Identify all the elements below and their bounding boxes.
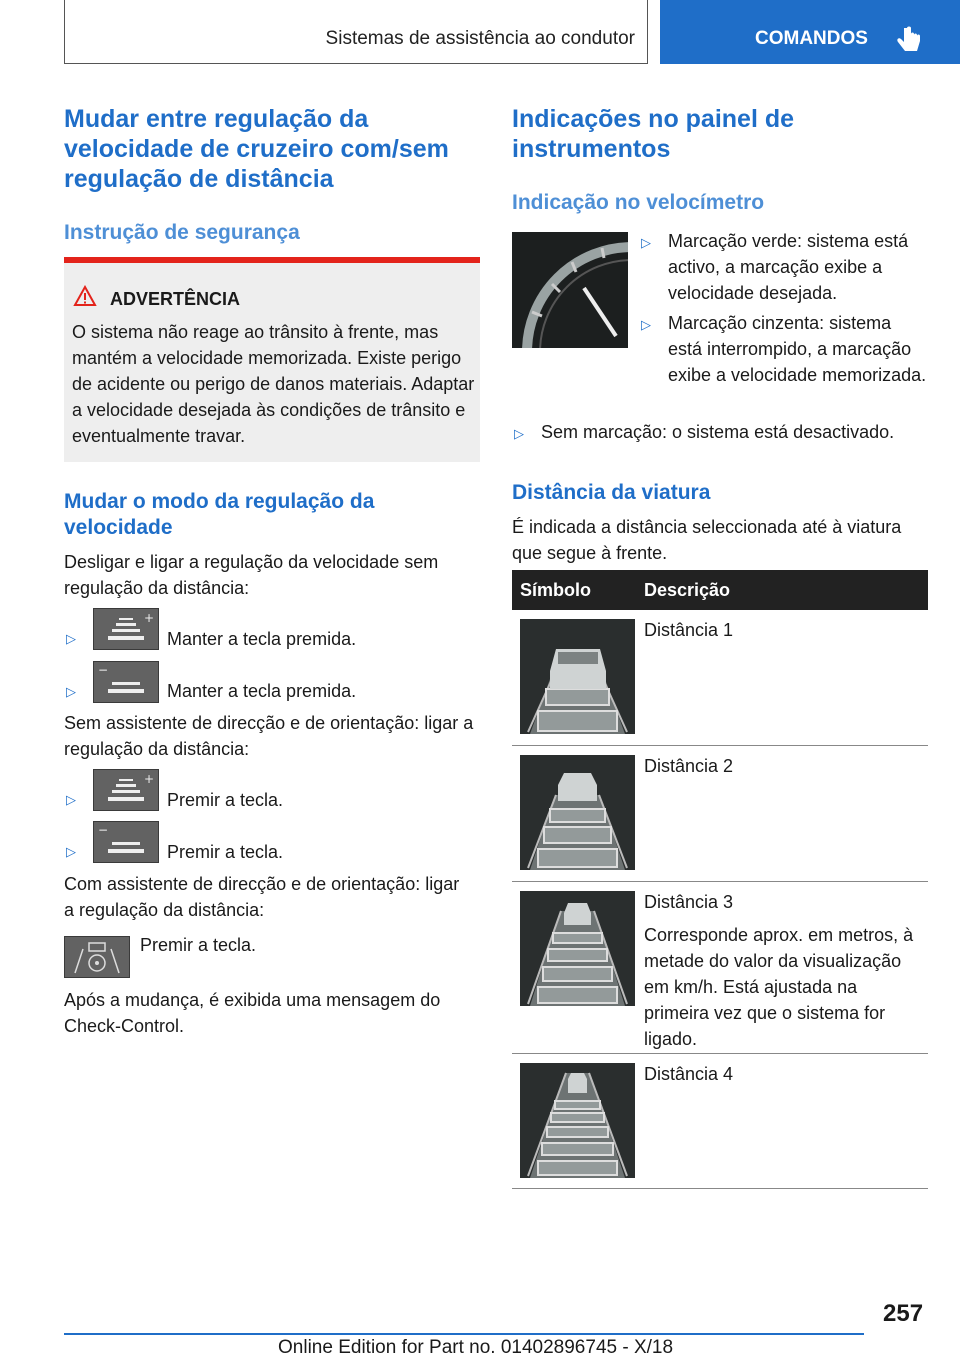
distance-1-image <box>520 619 635 734</box>
item-hold-button-2: Manter a tecla premida. <box>167 681 357 701</box>
distance-4-image <box>520 1063 635 1178</box>
bullet-triangle-icon: ▷ <box>66 684 76 699</box>
distance-3-note: Corresponde aprox. em metros, à metade do valor da visualização em km/h. Está ajustada na primeira vez que o sistema for ligado. <box>644 925 914 1049</box>
distance-2-label: Distância 2 <box>644 756 734 776</box>
mode-heading: Mudar o modo da regulação da velocidade <box>64 490 375 539</box>
distance-plus-button-image <box>93 608 159 650</box>
bullet-triangle-icon: ▷ <box>66 792 76 807</box>
chapter-label: COMANDOS <box>755 28 868 49</box>
header-section-box <box>64 0 648 64</box>
bullet-grey-marking: Marcação cinzenta: sistema está interrompido, a marcação exibe a velocidade memorizada. <box>668 313 927 385</box>
distance-2-image <box>520 755 635 870</box>
table-row-divider <box>512 1053 928 1054</box>
steering-assistant-button-image <box>64 936 130 978</box>
chapter-tab[interactable] <box>660 0 960 64</box>
col-symbol: Símbolo <box>520 580 591 600</box>
table-row-divider <box>512 881 928 882</box>
warning-triangle-icon <box>73 285 97 307</box>
svg-text:−: − <box>98 823 109 837</box>
svg-text:+: + <box>144 611 155 625</box>
item-hold-button-1: Manter a tecla premida. <box>167 629 357 649</box>
intro-without-assistant: Sem assistente de direcção e de orientação: ligar a regulação da distância: <box>64 713 474 759</box>
distance-4-label: Distância 4 <box>644 1064 734 1084</box>
page-number: 257 <box>883 1300 924 1327</box>
intro-with-assistant: Com assistente de direcção e de orientação: ligar a regulação da distância: <box>64 874 460 920</box>
item-press-button-2: Premir a tecla. <box>167 842 284 862</box>
safety-heading: Instrução de segurança <box>64 221 300 244</box>
bullet-triangle-icon: ▷ <box>514 426 524 441</box>
edition-footer: Online Edition for Part no. 01402896745 - X/18 <box>278 1337 674 1358</box>
col-description: Descrição <box>644 580 731 600</box>
distance-3-image <box>520 891 635 1006</box>
speedometer-heading: Indicação no velocímetro <box>512 191 765 214</box>
hand-pointer-icon <box>896 26 922 56</box>
bullet-triangle-icon: ▷ <box>66 844 76 859</box>
table-row-divider <box>512 745 928 746</box>
distance-heading: Distância da viatura <box>512 481 711 504</box>
bullet-triangle-icon: ▷ <box>641 235 651 250</box>
section-heading-instruments: Indicações no painel de instrumentos <box>512 105 795 163</box>
section-title: Sistemas de assistência ao condutor <box>325 28 635 49</box>
outro-check-control: Após a mudança, é exibida uma mensagem do Check-Control. <box>64 990 441 1036</box>
warning-box <box>64 257 480 462</box>
section-heading-switch: Mudar entre regulação da velocidade de cruzeiro com/sem regulação de distância <box>64 105 449 193</box>
bullet-no-marking: Sem marcação: o sistema está desactivado. <box>541 422 895 442</box>
table-row-divider <box>512 1188 928 1189</box>
footer-rule <box>64 1333 864 1335</box>
distance-minus-button-image <box>93 821 159 863</box>
distance-1-label: Distância 1 <box>644 620 734 640</box>
intro-without-distance: Desligar e ligar a regulação da velocidade sem regulação da distância: <box>64 552 439 598</box>
distance-table-header <box>512 570 928 610</box>
distance-minus-button-image <box>93 661 159 703</box>
distance-intro: É indicada a distância seleccionada até à viatura que segue à frente. <box>512 517 902 563</box>
distance-plus-button-image <box>93 769 159 811</box>
warning-title: ADVERTÊNCIA <box>110 289 241 309</box>
item-press-button-3: Premir a tecla. <box>140 935 257 955</box>
warning-text: O sistema não reage ao trânsito à frente, mas mantém a velocidade memorizada. Existe perigo de acidente ou perigo de danos materiais. Adaptar a velocidade desejada às condições de trânsito e eventualmente travar. <box>72 322 475 446</box>
svg-text:−: − <box>98 663 109 677</box>
bullet-triangle-icon: ▷ <box>641 317 651 332</box>
bullet-triangle-icon: ▷ <box>66 631 76 646</box>
distance-3-label: Distância 3 <box>644 892 734 912</box>
bullet-green-marking: Marcação verde: sistema está activo, a marcação exibe a velocidade desejada. <box>668 231 909 303</box>
svg-text:+: + <box>144 772 155 786</box>
speedometer-image <box>512 232 628 348</box>
item-press-button-1: Premir a tecla. <box>167 790 284 810</box>
